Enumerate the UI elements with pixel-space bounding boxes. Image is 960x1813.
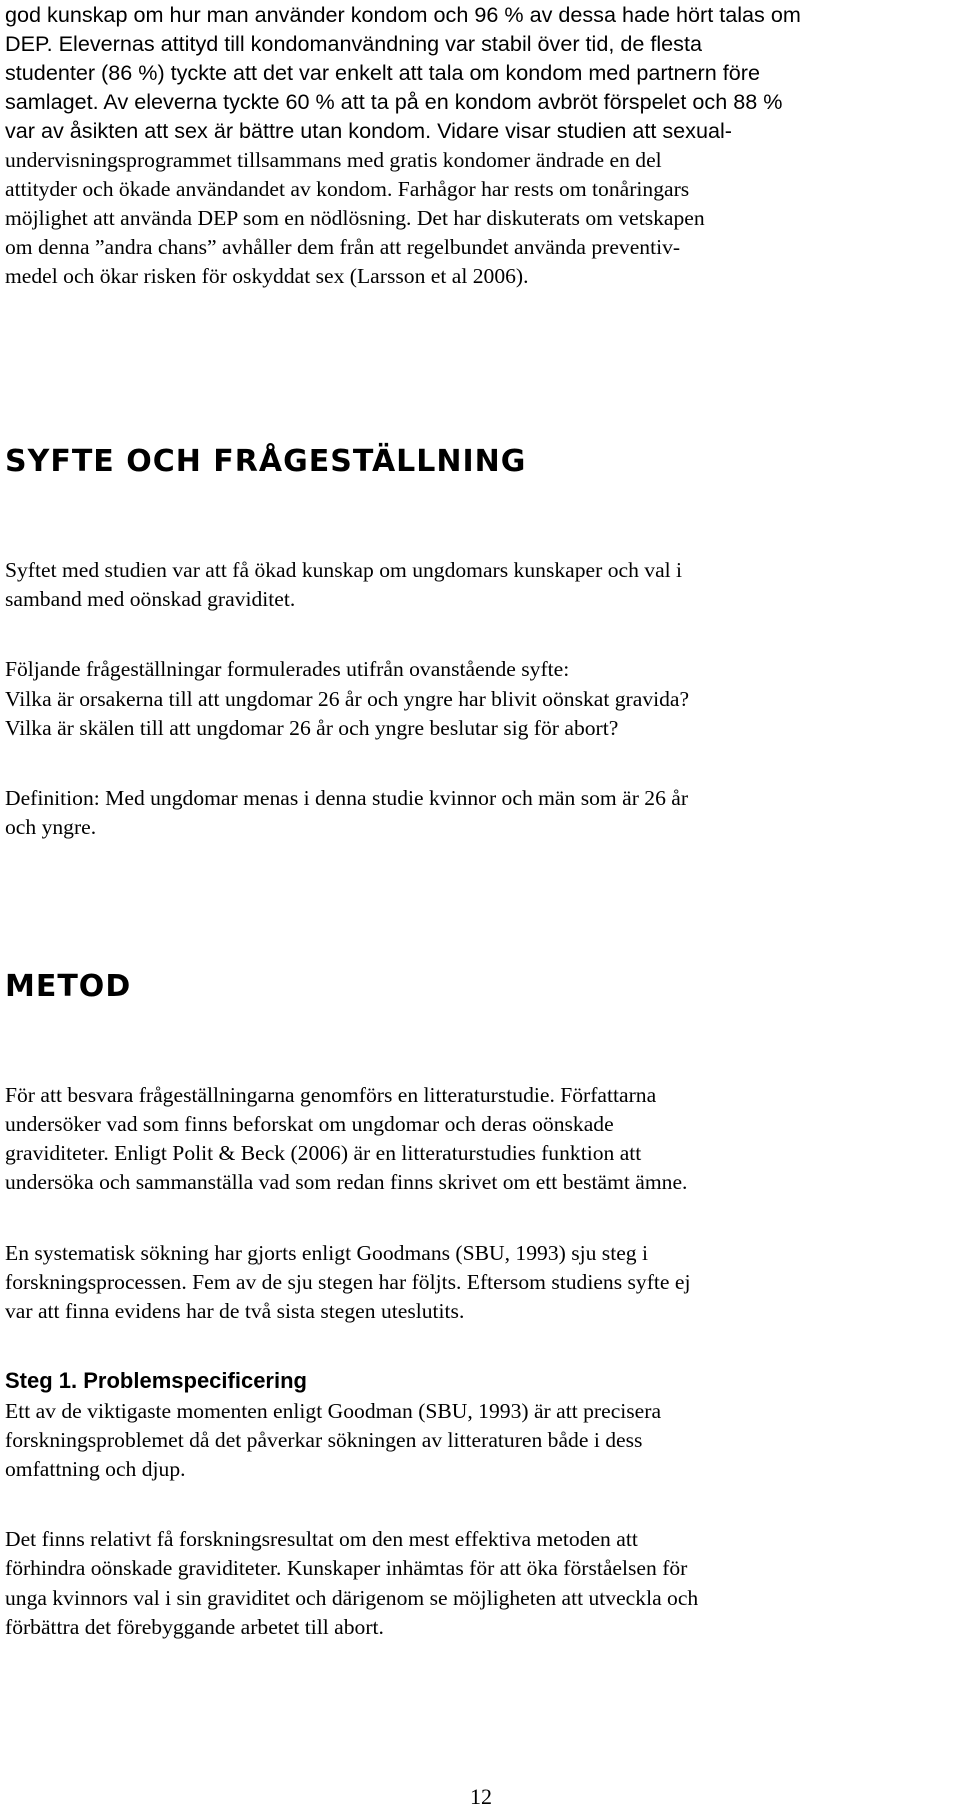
body-line: var att finna evidens har de två sista stegen uteslutits. bbox=[5, 1299, 465, 1323]
body-line: forskningsproblemet då det påverkar sökningen av litteraturen både i dess bbox=[5, 1428, 643, 1452]
body-line: och yngre. bbox=[5, 815, 97, 839]
body-line: Syftet med studien var att få ökad kunskap om ungdomars kunskaper och val i bbox=[5, 558, 683, 582]
body-line: Definition: Med ungdomar menas i denna studie kvinnor och män som är 26 år bbox=[5, 786, 689, 810]
body-line: En systematisk sökning har gjorts enligt Goodmans (SBU, 1993) sju steg i bbox=[5, 1241, 648, 1265]
body-line: undersöker vad som finns beforskat om ungdomar och deras oönskade bbox=[5, 1112, 614, 1136]
body-line: Det finns relativt få forskningsresultat om den mest effektiva metoden att bbox=[5, 1527, 638, 1551]
intro-line: medel och ökar risken för oskyddat sex (Larsson et al 2006). bbox=[5, 264, 529, 288]
body-line: unga kvinnors val i sin graviditet och därigenom se möjligheten att utveckla och bbox=[5, 1586, 699, 1610]
intro-line: undervisningsprogrammet tillsammans med gratis kondomer ändrade en del bbox=[5, 148, 662, 172]
intro-line: var av åsikten att sex är bättre utan kondom. Vidare visar studien att sexual- bbox=[5, 118, 732, 143]
body-line: förhindra oönskade graviditeter. Kunskaper inhämtas för att öka förståelsen för bbox=[5, 1556, 688, 1580]
body-line: omfattning och djup. bbox=[5, 1457, 186, 1481]
body-line: förbättra det förebyggande arbetet till abort. bbox=[5, 1615, 384, 1639]
body-line: samband med oönskad graviditet. bbox=[5, 587, 296, 611]
body-line: undersöka och sammanställa vad som redan finns skrivet om ett bestämt ämne. bbox=[5, 1170, 688, 1194]
subheading-steg-1: Steg 1. Problemspecificering bbox=[5, 1368, 307, 1393]
body-line: För att besvara frågeställningarna genomförs en litteraturstudie. Författarna bbox=[5, 1083, 657, 1107]
body-line: Ett av de viktigaste momenten enligt Goodman (SBU, 1993) är att precisera bbox=[5, 1399, 662, 1423]
intro-line: samlaget. Av eleverna tyckte 60 % att ta på en kondom avbröt förspelet och 88 % bbox=[5, 89, 783, 114]
page-number: 12 bbox=[470, 1784, 492, 1809]
body-line: graviditeter. Enligt Polit & Beck (2006) är en litteraturstudies funktion att bbox=[5, 1141, 642, 1165]
body-line: Vilka är orsakerna till att ungdomar 26 år och yngre har blivit oönskat gravida? bbox=[5, 687, 690, 711]
body-line: Vilka är skälen till att ungdomar 26 år och yngre beslutar sig för abort? bbox=[5, 716, 619, 740]
intro-line: attityder och ökade användandet av kondom. Farhågor har rests om tonåringars bbox=[5, 177, 690, 201]
body-line: forskningsprocessen. Fem av de sju stegen har följts. Eftersom studiens syfte ej bbox=[5, 1270, 691, 1294]
intro-line: DEP. Elevernas attityd till kondomanvändning var stabil över tid, de flesta bbox=[5, 31, 702, 56]
intro-line: studenter (86 %) tyckte att det var enkelt att tala om kondom med partnern före bbox=[5, 60, 760, 85]
section-heading-metod: METOD bbox=[5, 969, 132, 1004]
intro-line: om denna ”andra chans” avhåller dem från att regelbundet använda preventiv- bbox=[5, 235, 681, 259]
body-line: Följande frågeställningar formulerades utifrån ovanstående syfte: bbox=[5, 657, 570, 681]
intro-line: möjlighet att använda DEP som en nödlösning. Det har diskuterats om vetskapen bbox=[5, 206, 705, 230]
section-heading-syfte: SYFTE OCH FRÅGESTÄLLNING bbox=[5, 444, 527, 479]
intro-line: god kunskap om hur man använder kondom och 96 % av dessa hade hört talas om bbox=[5, 2, 801, 27]
